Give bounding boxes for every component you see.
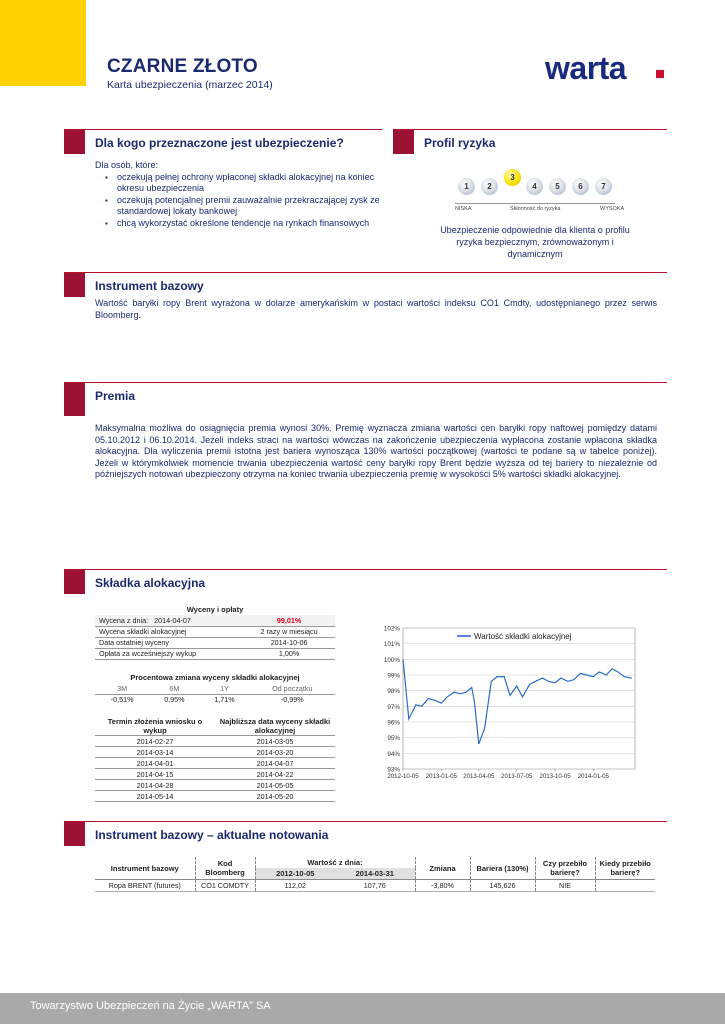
risk-level-4: 4	[526, 178, 543, 195]
y-tick-label: 102%	[383, 625, 400, 633]
change-value: 0,95%	[164, 695, 185, 705]
section-for-whom-header	[64, 129, 382, 153]
section-risk-header	[393, 129, 667, 153]
change-header: Od początku	[250, 683, 335, 694]
risk-level-2: 2	[481, 178, 498, 195]
y-tick-label: 99%	[387, 672, 400, 680]
section-marker	[64, 383, 85, 416]
section-marker	[64, 822, 85, 846]
risk-level-5: 5	[549, 178, 566, 195]
change-header: 6M	[149, 683, 199, 694]
col-change: Zmiana	[415, 857, 470, 880]
change-value: -0,51%	[110, 695, 134, 705]
quotes-table	[95, 857, 655, 892]
list-item: ▪ chcą wykorzystać określone tendencje na rynkach finansowych	[105, 218, 380, 230]
redemption-dates-table	[95, 717, 335, 802]
date-cell: 2014-04-15	[95, 769, 215, 780]
col-when: Kiedy przebiło barierę?	[595, 857, 655, 880]
y-tick-label: 101%	[383, 641, 400, 649]
page-subtitle: Karta ubezpieczenia (marzec 2014)	[107, 79, 273, 91]
change-value: 1,71%	[214, 695, 235, 705]
table-row	[95, 880, 655, 892]
date-cell: 2014-05-14	[95, 791, 215, 802]
change-value: -0,99%	[280, 695, 304, 705]
risk-low-label: NISKA	[455, 206, 472, 212]
risk-description: Ubezpieczenie odpowiednie dla klienta o profilu ryzyka bezpiecznym, zrównoważonym i dynamicznym	[440, 225, 630, 259]
cell-v1: 112,02	[255, 880, 335, 892]
section-marker	[64, 273, 85, 297]
date-cell: 2014-05-20	[215, 791, 335, 802]
date-cell: 2014-04-22	[215, 769, 335, 780]
page-title: CZARNE ZŁOTO	[107, 56, 258, 77]
risk-mid-label: Skłonność do ryzyka	[510, 206, 561, 212]
risk-level-3-active: 3	[504, 169, 521, 186]
col-code: Kod Bloomberg	[195, 857, 255, 880]
series-line	[403, 659, 632, 744]
y-tick-label: 95%	[387, 735, 400, 743]
risk-level-1: 1	[458, 178, 475, 195]
section-title: Profil ryzyka	[424, 136, 496, 150]
section-instrument-header	[64, 272, 667, 296]
row-value: 2014-10-06	[243, 637, 335, 648]
cell-change: -3,80%	[415, 880, 470, 892]
section-title: Składka alokacyjna	[95, 576, 206, 590]
logo-dot	[656, 70, 664, 78]
y-tick-label: 94%	[387, 750, 400, 758]
col-instrument: Instrument bazowy	[95, 857, 195, 880]
change-title: Procentowa zmiana wyceny składki alokacyjnej	[130, 673, 300, 682]
x-tick-label: 2014-01-05	[577, 773, 609, 780]
cell-barrier: 145,626	[470, 880, 535, 892]
for-whom-list	[105, 172, 380, 230]
row-value: 2 razy w miesiącu	[243, 626, 335, 637]
risk-level-6: 6	[572, 178, 589, 195]
section-premium-header	[64, 382, 667, 406]
cell-instrument: Ropa BRENT (futures)	[95, 880, 195, 892]
risk-level-7: 7	[595, 178, 612, 195]
valuation-date: 2014-04-07	[154, 615, 191, 625]
risk-scale	[455, 173, 615, 198]
x-tick-label: 2013-01-05	[425, 773, 457, 780]
section-marker	[393, 130, 414, 154]
cell-when	[595, 880, 655, 892]
date-cell: 2014-03-20	[215, 747, 335, 758]
row-label: Data ostatniej wyceny	[95, 637, 243, 648]
col-date1: 2012-10-05	[255, 868, 335, 880]
row-label: Wycena składki alokacyjnej	[95, 626, 243, 637]
valuation-title: Wyceny i opłaty	[186, 605, 244, 614]
footer	[0, 993, 725, 1024]
allocation-value-chart	[373, 622, 643, 784]
change-header: 1Y	[199, 683, 249, 694]
row-label: Opłata za wcześniejszy wykup	[95, 648, 243, 659]
change-table	[95, 672, 335, 705]
valuation-date-label: Wycena z dnia:	[99, 615, 149, 625]
cell-crossed: NIE	[535, 880, 595, 892]
section-title: Instrument bazowy – aktualne notowania	[95, 828, 329, 842]
date-cell: 2014-02-27	[95, 736, 215, 747]
y-tick-label: 98%	[387, 688, 400, 696]
col-barrier: Bariera (130%)	[470, 857, 535, 880]
valuation-date-cell	[95, 615, 243, 626]
premium-text: Maksymalna możliwa do osiągnięcia premia wynosi 30%. Premię wyznacza zmiana wartości cen baryłki ropy naftowej pomiędzy datami 05.10.2012 i 06.10.2014. Jeżeli indeks straci na wartości wówczas na zakończenie ubezpieczenia wypłacona zostanie wpłacona składka alokacyjna. Dla wyliczenia premii istotna jest bariera wynosząca 130% wartości początkowej (wartości te podane są w tabelce poniżej). Jeżeli w którymkolwiek momencie trwania ubezpieczenia wartość ceny baryłki ropy Brent będzie wyższa od tej bariery to niezależnie od późniejszych notowań ubezpieczony otrzyma na koniec trwania ubezpieczenia premię w wysokości 5% wartości składki alokacyjnej.	[95, 423, 657, 479]
section-title: Premia	[95, 389, 136, 403]
yellow-corner-decoration	[0, 0, 86, 86]
section-allocation-header	[64, 569, 667, 593]
y-tick-label: 100%	[383, 656, 400, 664]
section-quotes-header	[64, 821, 667, 845]
instrument-text: Wartość baryłki ropy Brent wyrażona w dolarze amerykańskim w postaci wartości indeksu CO1 Cmdty, udostępnianego przez serwis Bloomberg.	[95, 298, 657, 320]
footer-text: Towarzystwo Ubezpieczeń na Życie „WARTA” SA	[30, 1000, 271, 1012]
chart-svg	[373, 622, 643, 784]
valuation-table	[95, 604, 335, 660]
date-cell: 2014-03-14	[95, 747, 215, 758]
x-tick-label: 2012-10-05	[387, 773, 419, 780]
row-value: 1,00%	[243, 648, 335, 659]
y-tick-label: 97%	[387, 703, 400, 711]
x-tick-label: 2013-04-05	[463, 773, 495, 780]
dates-header-right: Najbliższa data wyceny składki alokacyjnej	[215, 717, 335, 736]
y-tick-label: 93%	[387, 766, 400, 774]
x-tick-label: 2013-10-05	[539, 773, 571, 780]
col-value: Wartość z dnia:	[255, 857, 415, 868]
date-cell: 2014-04-07	[215, 758, 335, 769]
risk-scale-line	[455, 203, 615, 204]
cell-v2: 107,76	[335, 880, 415, 892]
warta-logo: warta	[545, 50, 627, 86]
cell-code: CO1 COMDTY	[195, 880, 255, 892]
list-item: ▪ oczekują pełnej ochrony wpłaconej składki alokacyjnej na koniec okresu ubezpieczenia	[105, 172, 380, 195]
date-cell: 2014-04-01	[95, 758, 215, 769]
col-crossed: Czy przebiło barierę?	[535, 857, 595, 880]
valuation-value: 99,01%	[243, 615, 335, 626]
date-cell: 2014-04-28	[95, 780, 215, 791]
section-marker	[64, 130, 85, 154]
risk-high-label: WYSOKA	[600, 206, 625, 212]
for-whom-intro: Dla osób, które:	[95, 160, 159, 170]
section-marker	[64, 570, 85, 594]
list-item: ▪ oczekują potencjalnej premii zauważalnie przekraczającej zysk ze standardowej lokaty bankowej	[105, 195, 380, 218]
y-tick-label: 96%	[387, 719, 400, 727]
section-title: Instrument bazowy	[95, 279, 204, 293]
change-header: 3M	[95, 683, 149, 694]
date-cell: 2014-03-05	[215, 736, 335, 747]
for-whom-content	[95, 160, 380, 229]
date-cell: 2014-05-05	[215, 780, 335, 791]
section-title: Dla kogo przeznaczone jest ubezpieczenie?	[95, 136, 344, 150]
dates-header-left: Termin złożenia wniosku o wykup	[95, 717, 215, 736]
col-date2: 2014-03-31	[335, 868, 415, 880]
legend-label: Wartość składki alokacyjnej	[474, 632, 572, 641]
plot-frame	[403, 628, 635, 769]
x-tick-label: 2013-07-05	[501, 773, 533, 780]
